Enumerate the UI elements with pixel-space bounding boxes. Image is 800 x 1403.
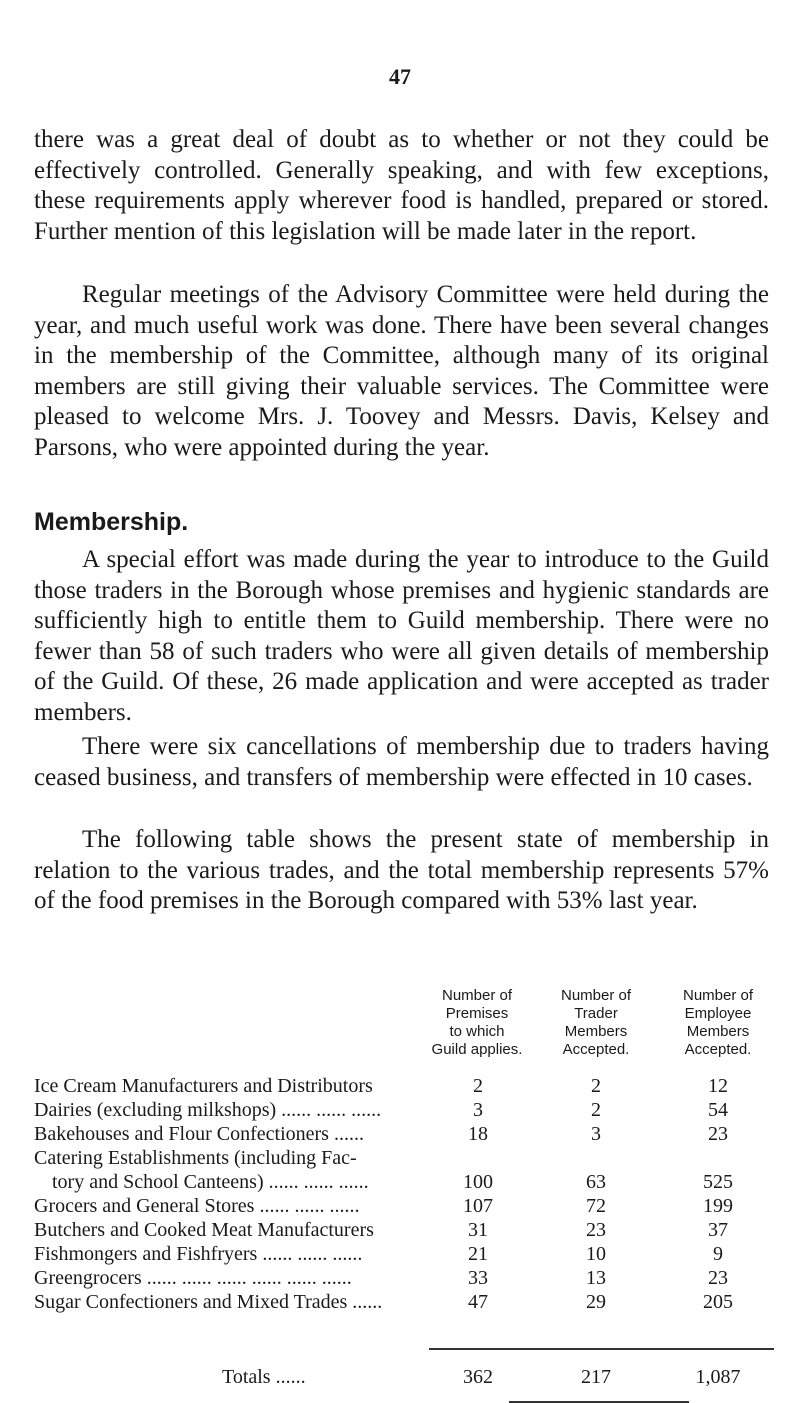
table-row: [34, 1290, 774, 1314]
total-trader: 217: [581, 1366, 611, 1388]
row-label: Greengrocers ...... ...... ...... ...... ...... ......: [34, 1267, 352, 1289]
cell-employee: 37: [708, 1219, 728, 1241]
table-row: [34, 1194, 774, 1218]
page-number: 47: [389, 64, 411, 89]
cell-trader: 63: [586, 1171, 606, 1193]
cell-employee: 54: [708, 1099, 728, 1121]
row-label: Ice Cream Manufacturers and Distributors: [34, 1075, 373, 1097]
row-label: Bakehouses and Flour Confectioners ......: [34, 1123, 364, 1145]
cell-employee: 9: [713, 1243, 723, 1265]
table-row: [34, 1218, 774, 1242]
paragraph-special-effort: A special effort was made during the year to introduce to the Guild those traders in the Borough whose premises and hygienic standards are sufficiently high to entitle them to Guild membership. There were no fewer than 58 of such traders who were all given details of membership of the Guild. Of these, 26 made application and were accepted as trader members.: [34, 546, 769, 726]
column-header-employee-members: Number of Employee Members Accepted.: [682, 987, 754, 1058]
cell-employee: 12: [708, 1075, 728, 1097]
cell-premises: 33: [468, 1267, 488, 1289]
table-row: [34, 1242, 774, 1266]
cell-premises: 107: [463, 1195, 493, 1217]
cell-premises: 2: [473, 1075, 483, 1097]
cell-trader: 10: [586, 1243, 606, 1265]
cell-trader: 2: [591, 1099, 601, 1121]
row-label: Sugar Confectioners and Mixed Trades ......: [34, 1291, 383, 1313]
table-row: [34, 1170, 774, 1194]
paragraph-cancellations: There were six cancellations of membership due to traders having ceased business, and transfers of membership were effected in 10 cases.: [34, 733, 769, 791]
table-row: [34, 1266, 774, 1290]
cell-trader: 72: [586, 1195, 606, 1217]
totals-label: Totals ......: [222, 1366, 306, 1388]
row-label-continued: tory and School Canteens) ...... ...... ......: [52, 1171, 369, 1193]
row-label: Fishmongers and Fishfryers ...... ...... ......: [34, 1243, 363, 1265]
cell-employee: 199: [703, 1195, 733, 1217]
cell-employee: 525: [703, 1171, 733, 1193]
row-label: Dairies (excluding milkshops) ...... ...... ......: [34, 1099, 382, 1121]
cell-trader: 3: [591, 1123, 601, 1145]
paragraph-table-intro: The following table shows the present state of membership in relation to the various trades, and the total membership represents 57% of the food premises in the Borough compared with 53% last year.: [34, 826, 769, 914]
cell-premises: 21: [468, 1243, 488, 1265]
totals-divider: [429, 1348, 774, 1350]
cell-premises: 100: [463, 1171, 493, 1193]
cell-employee: 23: [708, 1123, 728, 1145]
paragraph-legislation: there was a great deal of doubt as to whether or not they could be effectively controlled. Generally speaking, and with few exceptions, these requirements apply wherever food is handled, prepared or stored. Further mention of this legislation will be made later in the report.: [34, 126, 769, 245]
row-label: Catering Establishments (including Fac-: [34, 1147, 357, 1169]
paragraph-advisory-committee: Regular meetings of the Advisory Committee were held during the year, and much useful work was done. There have been several changes in the membership of the Committee, although many of its original members are still giving their valuable services. The Committee were pleased to welcome Mrs. J. Toovey and Messrs. Davis, Kelsey and Parsons, who were appointed during the year.: [34, 281, 769, 461]
total-employee: 1,087: [695, 1366, 741, 1388]
table-row: [34, 1098, 774, 1122]
column-header-premises: Number of Premises to which Guild applies.: [431, 987, 523, 1058]
row-label: Butchers and Cooked Meat Manufacturers: [34, 1219, 374, 1241]
total-premises: 362: [463, 1366, 493, 1388]
cell-premises: 3: [473, 1099, 483, 1121]
cell-trader: 13: [586, 1267, 606, 1289]
cell-premises: 18: [468, 1123, 488, 1145]
column-header-trader-members: Number of Trader Members Accepted.: [560, 987, 632, 1058]
cell-trader: 23: [586, 1219, 606, 1241]
cell-premises: 47: [468, 1291, 488, 1313]
table-row: [34, 1074, 774, 1098]
totals-row: [34, 1365, 774, 1389]
cell-employee: 205: [703, 1291, 733, 1313]
table-row: [34, 1122, 774, 1146]
cell-premises: 31: [468, 1219, 488, 1241]
cell-trader: 2: [591, 1075, 601, 1097]
table-row: [34, 1146, 774, 1170]
cell-trader: 29: [586, 1291, 606, 1313]
cell-employee: 23: [708, 1267, 728, 1289]
row-label: Grocers and General Stores ...... ...... ......: [34, 1195, 360, 1217]
section-heading-membership: Membership.: [34, 508, 189, 536]
